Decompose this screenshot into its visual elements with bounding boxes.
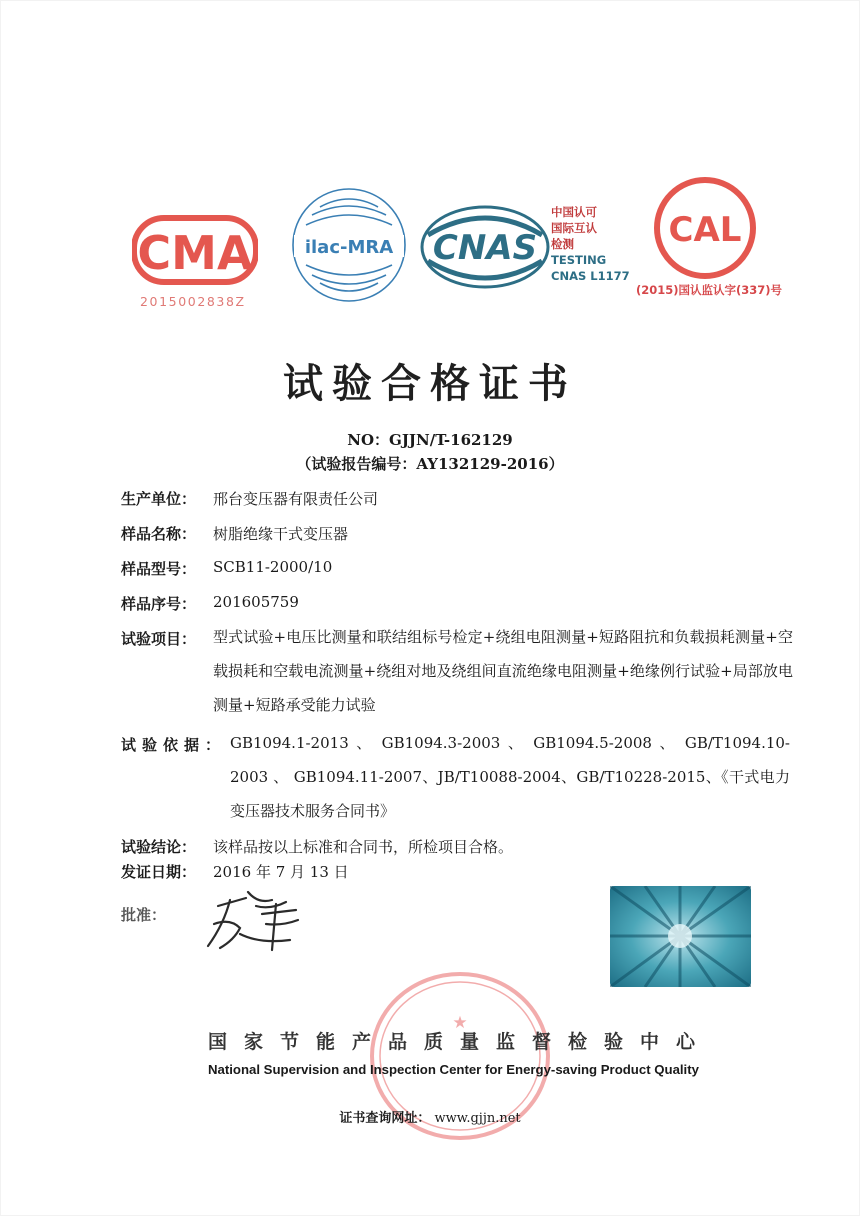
certificate-query: [0, 1107, 860, 1126]
hologram-label: [610, 886, 751, 987]
conclusion-value: 该样品按以上标准和合同书，所检项目合格。: [213, 838, 514, 856]
svg-text:★: ★: [452, 1013, 468, 1033]
basis-label: 试验依据：: [121, 736, 227, 754]
conclusion-label: 试验结论：: [121, 838, 197, 856]
test-items-label-row: [121, 628, 196, 649]
cnas-logo-text: CNAS: [432, 228, 538, 268]
certificate-title: 试验合格证书: [283, 360, 577, 407]
serial-value: 201605759: [213, 593, 299, 611]
manufacturer-row: [121, 488, 379, 509]
issuing-organization-en: National Supervision and Inspection Center for Energy-saving Product Quality: [208, 1062, 699, 1077]
cnas-cn-line-2: 国际互认: [551, 221, 597, 235]
cnas-caption: [551, 204, 641, 284]
basis-value: GB1094.1-2013 、 GB1094.3-2003 、 GB1094.5-2008 、 GB/T1094.10-2003 、 GB1094.11-2007、JB/T10088-2004、GB/T10228-2015、《干式电力变压器技术服务合同书》: [230, 734, 790, 820]
conclusion-row: [121, 836, 514, 857]
cnas-en-line-2: CNAS L1177: [551, 269, 630, 283]
cnas-cn-line-3: 检测: [551, 237, 574, 251]
certificate-number: NO：GJJN/T-162129: [347, 431, 513, 449]
test-items-label: 试验项目：: [121, 630, 197, 648]
ilac-mra-logo: [286, 185, 412, 305]
sample-name-value: 树脂绝缘干式变压器: [213, 525, 349, 543]
serial-label: 样品序号：: [121, 595, 197, 613]
ilac-logo-text: ilac-MRA: [304, 237, 394, 258]
manufacturer-value: 邢台变压器有限责任公司: [213, 490, 379, 508]
issue-date-value: 2016 年 7 月 13 日: [213, 863, 349, 881]
model-value: SCB11-2000/10: [213, 558, 333, 576]
cal-number: (2015)国认监认字(337)号: [636, 283, 783, 297]
query-label: 证书查询网址：: [339, 1111, 431, 1126]
issue-date-label: 发证日期：: [121, 863, 197, 881]
issuing-organization-cn: 国家节能产品质量监督检验中心: [208, 1031, 713, 1053]
cma-logo: [132, 212, 258, 288]
approval-row: [121, 904, 166, 925]
cma-logo-text: CMA: [137, 226, 253, 280]
test-items-value: 型式试验+电压比测量和联结组标号检定+绕组电阻测量+短路阻抗和负载损耗测量+空载损耗和空载电流测量+绕组对地及绕组间直流绝缘电阻测量+绝缘例行试验+局部放电测量+短路承受能力试验: [213, 628, 793, 714]
report-number: （试验报告编号：AY132129-2016）: [296, 455, 564, 473]
approval-label: 批准：: [121, 906, 167, 924]
model-row: [121, 558, 333, 579]
cnas-logo: [420, 205, 550, 290]
cma-number: 2015002838Z: [140, 294, 246, 309]
basis-label-row: [121, 734, 226, 755]
query-url[interactable]: www.gjjn.net: [434, 1111, 521, 1126]
model-label: 样品型号：: [121, 560, 197, 578]
sample-name-row: [121, 523, 349, 544]
manufacturer-label: 生产单位：: [121, 490, 197, 508]
cal-logo: [652, 175, 758, 281]
sample-name-label: 样品名称：: [121, 525, 197, 543]
cnas-cn-line-1: 中国认可: [551, 205, 597, 219]
cal-logo-text: CAL: [668, 210, 742, 250]
signature: [200, 884, 310, 956]
serial-row: [121, 593, 299, 614]
cnas-en-line-1: TESTING: [551, 253, 607, 267]
issue-date-row: [121, 861, 349, 882]
